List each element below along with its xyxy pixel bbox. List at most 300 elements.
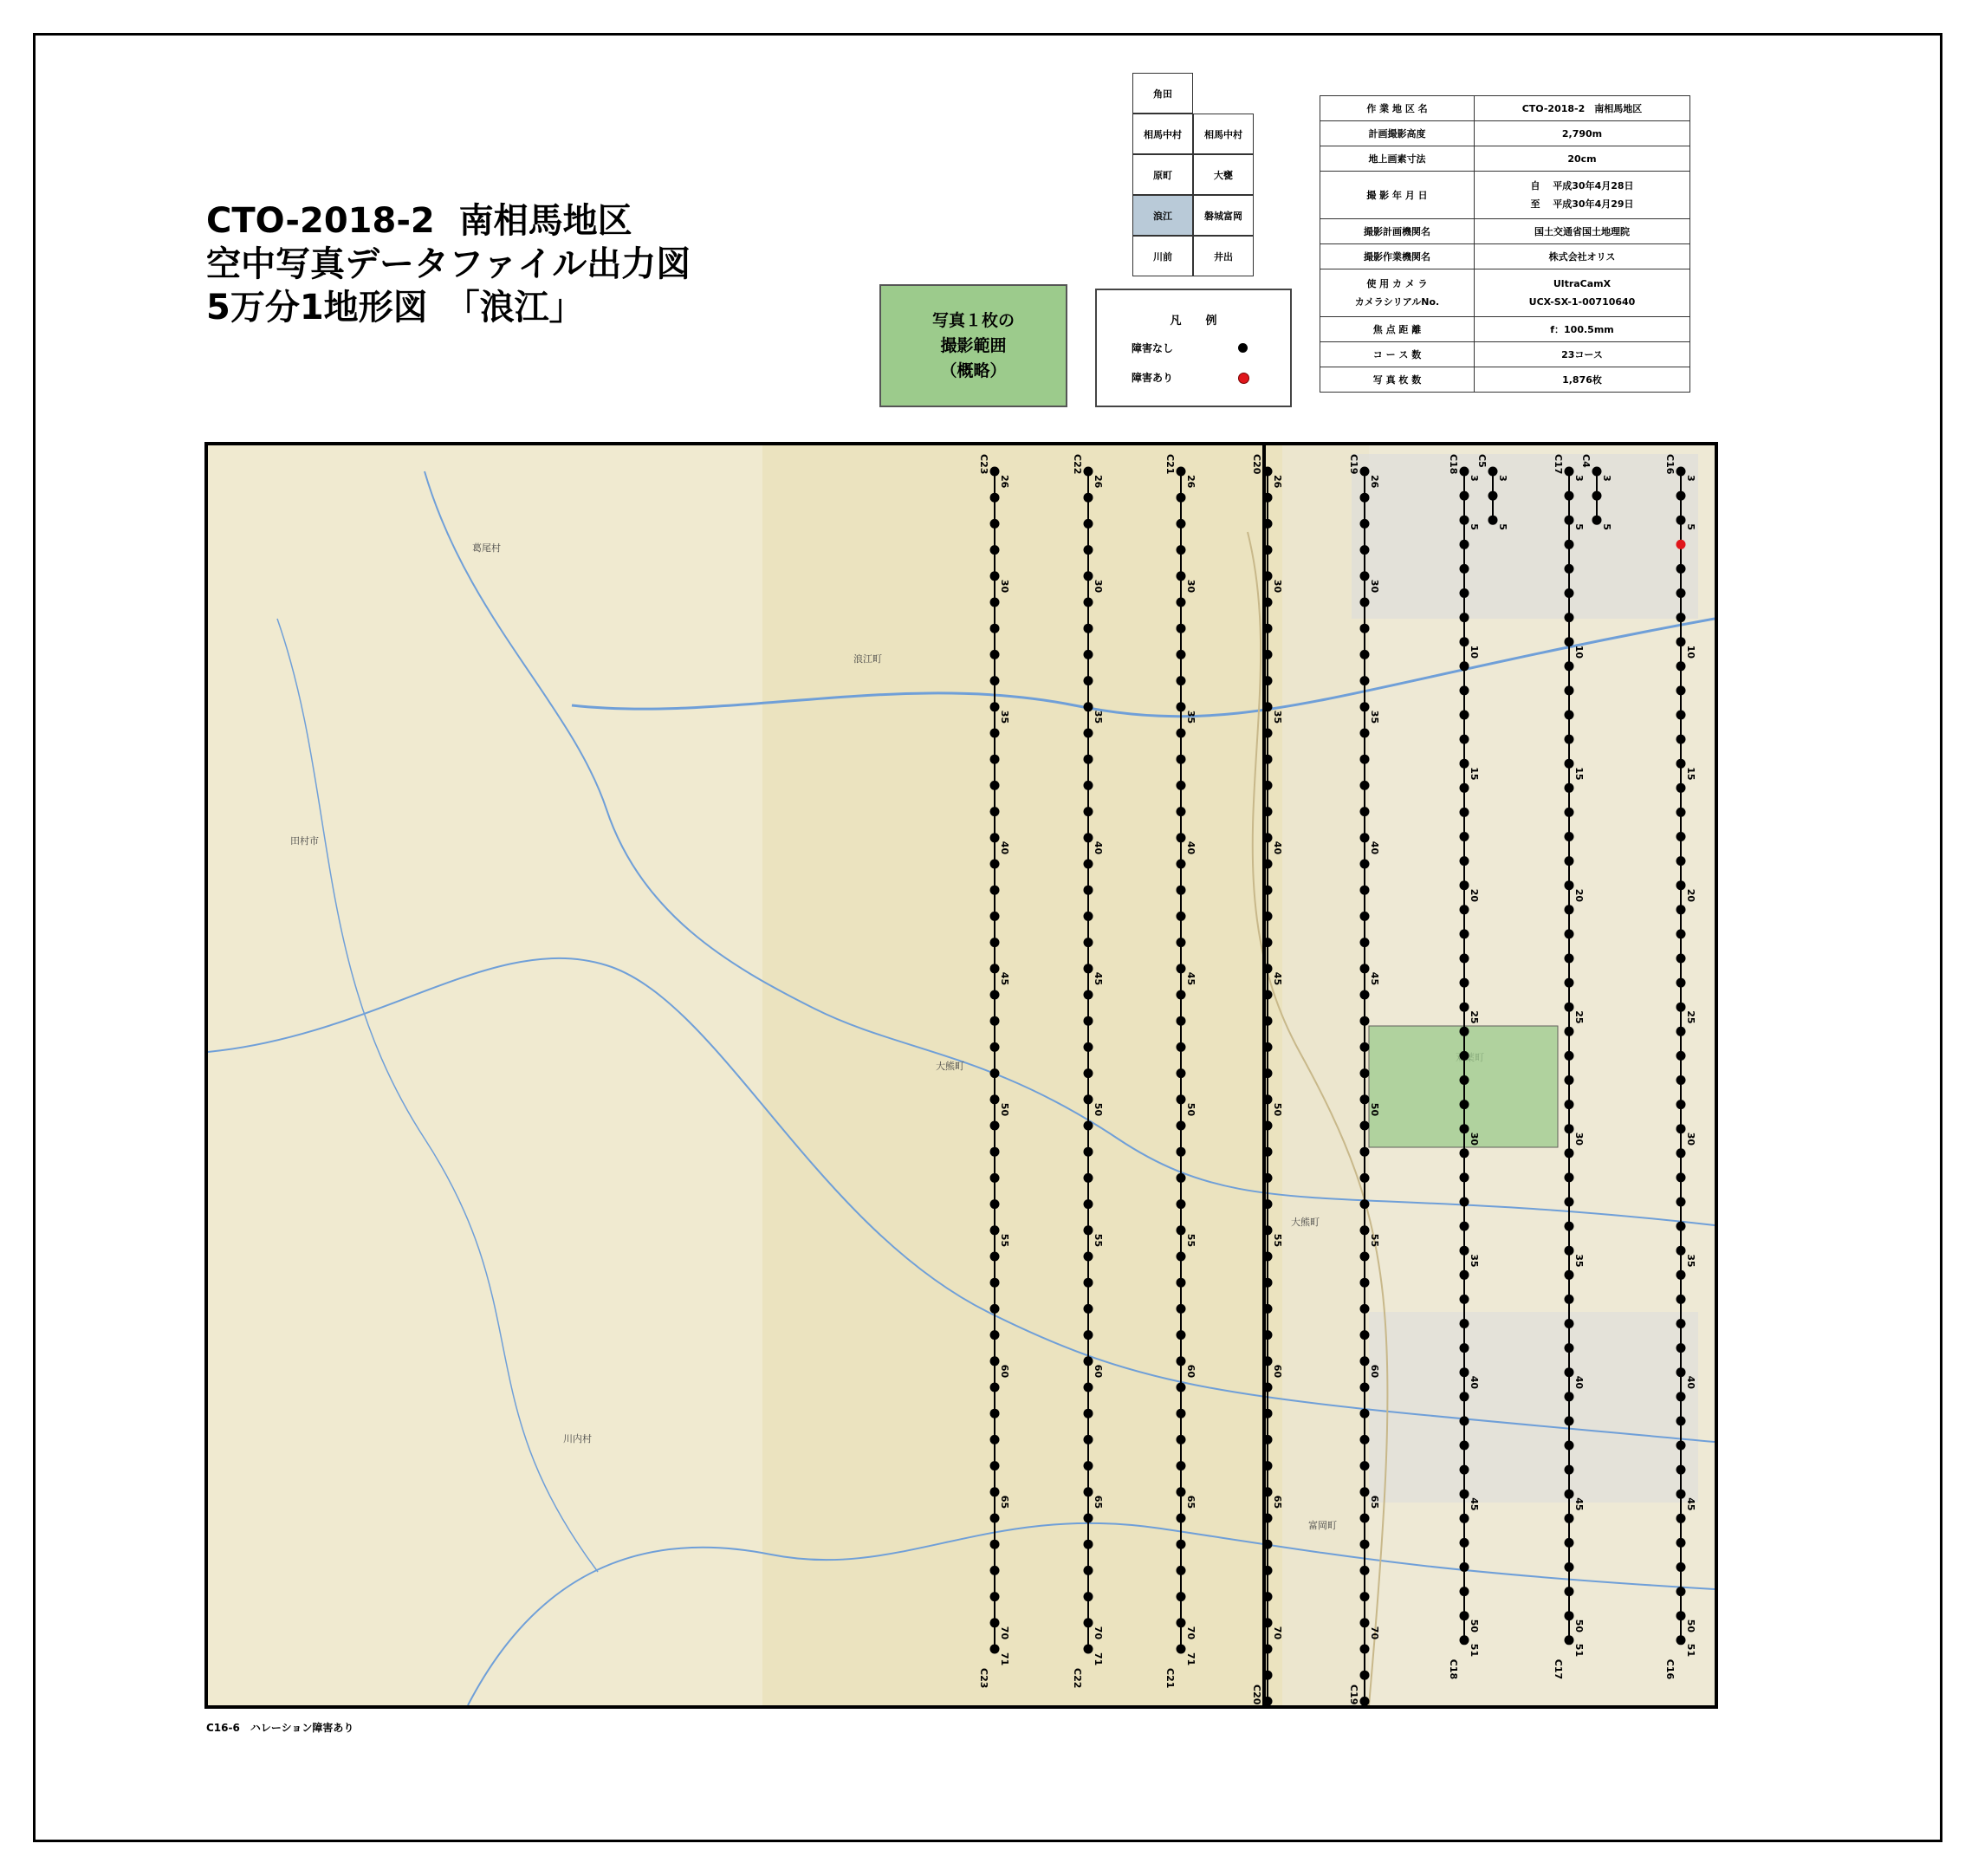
photo-point[interactable]	[1084, 493, 1093, 503]
photo-point[interactable]	[1565, 1027, 1574, 1036]
photo-point[interactable]	[1263, 755, 1273, 764]
photo-point[interactable]	[990, 990, 1000, 1000]
photo-point[interactable]	[1177, 1487, 1186, 1496]
photo-point[interactable]	[1084, 1330, 1093, 1340]
photo-point[interactable]	[990, 1304, 1000, 1314]
photo-point[interactable]	[1360, 545, 1370, 555]
photo-point[interactable]	[1177, 1330, 1186, 1340]
photo-point[interactable]	[1084, 1592, 1093, 1601]
photo-point[interactable]	[1263, 1121, 1273, 1131]
photo-point[interactable]	[990, 1330, 1000, 1340]
photo-point[interactable]	[1177, 545, 1186, 555]
photo-point[interactable]	[1263, 1304, 1273, 1314]
photo-point[interactable]	[1460, 1611, 1469, 1620]
photo-point[interactable]	[1177, 1121, 1186, 1131]
photo-point[interactable]	[1084, 1487, 1093, 1496]
photo-point[interactable]	[1084, 912, 1093, 921]
photo-point[interactable]	[1460, 1490, 1469, 1499]
photo-point[interactable]	[1263, 1514, 1273, 1523]
photo-point[interactable]	[1177, 676, 1186, 685]
photo-point[interactable]	[1360, 938, 1370, 947]
photo-point[interactable]	[1676, 661, 1686, 671]
photo-point[interactable]	[1360, 624, 1370, 633]
photo-point[interactable]	[1263, 1409, 1273, 1418]
photo-point[interactable]	[990, 1487, 1000, 1496]
photo-point[interactable]	[1565, 516, 1574, 525]
photo-point[interactable]	[1460, 516, 1469, 525]
photo-point[interactable]	[1084, 676, 1093, 685]
photo-point[interactable]	[1676, 978, 1686, 988]
photo-point[interactable]	[990, 1592, 1000, 1601]
photo-point[interactable]	[1263, 1225, 1273, 1235]
photo-point[interactable]	[1676, 588, 1686, 598]
photo-point[interactable]	[1084, 1042, 1093, 1052]
photo-point[interactable]	[1360, 833, 1370, 842]
photo-point[interactable]	[1360, 676, 1370, 685]
photo-point[interactable]	[1565, 808, 1574, 817]
photo-point[interactable]	[1460, 978, 1469, 988]
photo-point[interactable]	[1488, 516, 1498, 525]
photo-point[interactable]	[1263, 1356, 1273, 1366]
photo-point[interactable]	[1460, 1003, 1469, 1012]
photo-point[interactable]	[1460, 1075, 1469, 1085]
photo-point[interactable]	[1084, 598, 1093, 607]
photo-point[interactable]	[1084, 650, 1093, 659]
photo-point[interactable]	[990, 886, 1000, 895]
photo-point[interactable]	[1084, 1121, 1093, 1131]
photo-point[interactable]	[1263, 1173, 1273, 1183]
photo-point[interactable]	[1460, 1587, 1469, 1596]
photo-point[interactable]	[990, 781, 1000, 790]
photo-point[interactable]	[1084, 860, 1093, 869]
photo-point[interactable]	[1565, 954, 1574, 964]
photo-point[interactable]	[1263, 650, 1273, 659]
photo-point[interactable]	[990, 1094, 1000, 1104]
photo-point[interactable]	[1177, 938, 1186, 947]
photo-point[interactable]	[1592, 491, 1602, 501]
photo-point[interactable]	[990, 1356, 1000, 1366]
photo-point[interactable]	[1360, 1618, 1370, 1627]
photo-point[interactable]	[1360, 1304, 1370, 1314]
photo-point[interactable]	[990, 571, 1000, 581]
photo-point[interactable]	[990, 1016, 1000, 1026]
photo-point[interactable]	[990, 1514, 1000, 1523]
photo-point[interactable]	[1263, 598, 1273, 607]
photo-point[interactable]	[1460, 1392, 1469, 1401]
photo-point[interactable]	[1676, 637, 1686, 646]
photo-point[interactable]	[1565, 759, 1574, 769]
photo-point[interactable]	[1676, 1611, 1686, 1620]
photo-point[interactable]	[990, 1618, 1000, 1627]
photo-point[interactable]	[1084, 729, 1093, 738]
photo-point[interactable]	[1084, 755, 1093, 764]
photo-point[interactable]	[1676, 954, 1686, 964]
photo-point[interactable]	[1084, 1068, 1093, 1078]
photo-point[interactable]	[1360, 493, 1370, 503]
photo-point[interactable]	[1460, 1100, 1469, 1109]
photo-point[interactable]	[1263, 493, 1273, 503]
photo-point[interactable]	[1360, 990, 1370, 1000]
photo-point[interactable]	[1676, 1003, 1686, 1012]
photo-point[interactable]	[1177, 1068, 1186, 1078]
photo-point[interactable]	[1084, 938, 1093, 947]
photo-point[interactable]	[1676, 1027, 1686, 1036]
photo-point[interactable]	[1676, 905, 1686, 914]
photo-point[interactable]	[990, 1409, 1000, 1418]
photo-point[interactable]	[1565, 1635, 1574, 1645]
photo-point[interactable]	[1084, 1409, 1093, 1418]
photo-point[interactable]	[1565, 1075, 1574, 1085]
photo-point[interactable]	[1460, 1148, 1469, 1158]
photo-point[interactable]	[1360, 1566, 1370, 1575]
photo-point[interactable]	[1360, 1514, 1370, 1523]
photo-point[interactable]	[1360, 1173, 1370, 1183]
photo-point[interactable]	[1263, 1592, 1273, 1601]
photo-point[interactable]	[1488, 467, 1498, 477]
photo-point[interactable]	[1084, 807, 1093, 816]
photo-point[interactable]	[1360, 1252, 1370, 1262]
photo-point[interactable]	[1263, 624, 1273, 633]
photo-point[interactable]	[1084, 1645, 1093, 1654]
photo-point[interactable]	[1565, 905, 1574, 914]
photo-point[interactable]	[1084, 1094, 1093, 1104]
photo-point[interactable]	[1460, 954, 1469, 964]
photo-point[interactable]	[1676, 613, 1686, 622]
photo-point[interactable]	[1084, 886, 1093, 895]
photo-point[interactable]	[1676, 1270, 1686, 1280]
photo-point[interactable]	[990, 1199, 1000, 1209]
photo-point[interactable]	[1565, 1562, 1574, 1572]
photo-point[interactable]	[1263, 1016, 1273, 1026]
photo-point[interactable]	[1360, 467, 1370, 477]
photo-point[interactable]	[1177, 1225, 1186, 1235]
photo-point[interactable]	[1263, 676, 1273, 685]
photo-point[interactable]	[1263, 781, 1273, 790]
photo-point[interactable]	[1263, 1618, 1273, 1627]
photo-point[interactable]	[1460, 1124, 1469, 1133]
photo-point[interactable]	[1263, 860, 1273, 869]
photo-point[interactable]	[1084, 545, 1093, 555]
photo-point[interactable]	[1565, 1100, 1574, 1109]
photo-point[interactable]	[1177, 571, 1186, 581]
photo-point[interactable]	[1460, 1222, 1469, 1231]
photo-point[interactable]	[1360, 1435, 1370, 1444]
photo-point[interactable]	[1360, 1356, 1370, 1366]
photo-point[interactable]	[990, 519, 1000, 529]
photo-point[interactable]	[1263, 1199, 1273, 1209]
photo-point[interactable]	[1460, 1441, 1469, 1451]
photo-point[interactable]	[1177, 1356, 1186, 1366]
photo-point[interactable]	[1676, 1587, 1686, 1596]
photo-point[interactable]	[1565, 1172, 1574, 1182]
photo-point[interactable]	[1084, 702, 1093, 711]
photo-point[interactable]	[1177, 1094, 1186, 1104]
photo-point[interactable]	[1177, 1278, 1186, 1288]
photo-point[interactable]	[1360, 598, 1370, 607]
photo-point[interactable]	[1263, 1645, 1273, 1654]
photo-point[interactable]	[1177, 781, 1186, 790]
photo-point[interactable]	[1263, 571, 1273, 581]
photo-point[interactable]	[1676, 783, 1686, 793]
photo-point[interactable]	[1460, 735, 1469, 744]
photo-point[interactable]	[1565, 1490, 1574, 1499]
photo-point[interactable]	[1676, 1148, 1686, 1158]
photo-point[interactable]	[990, 860, 1000, 869]
photo-point[interactable]	[1177, 598, 1186, 607]
photo-point[interactable]	[990, 912, 1000, 921]
photo-point[interactable]	[1263, 1383, 1273, 1392]
photo-point[interactable]	[1676, 491, 1686, 501]
photo-point[interactable]	[1177, 702, 1186, 711]
photo-point[interactable]	[1263, 833, 1273, 842]
photo-point[interactable]	[1177, 1461, 1186, 1470]
photo-point[interactable]	[1084, 990, 1093, 1000]
photo-point[interactable]	[1084, 964, 1093, 973]
photo-point[interactable]	[1360, 886, 1370, 895]
photo-point[interactable]	[1360, 1330, 1370, 1340]
photo-point[interactable]	[1565, 1587, 1574, 1596]
photo-point[interactable]	[1460, 564, 1469, 574]
photo-point[interactable]	[1360, 1121, 1370, 1131]
photo-point[interactable]	[990, 755, 1000, 764]
photo-point[interactable]	[1565, 1416, 1574, 1425]
photo-point[interactable]	[1360, 860, 1370, 869]
photo-point[interactable]	[1565, 1295, 1574, 1304]
photo-point[interactable]	[1360, 1225, 1370, 1235]
photo-point[interactable]	[1263, 964, 1273, 973]
photo-point[interactable]	[1676, 1441, 1686, 1451]
photo-point[interactable]	[1676, 1392, 1686, 1401]
photo-point[interactable]	[1360, 650, 1370, 659]
photo-point[interactable]	[1360, 1147, 1370, 1157]
photo-point[interactable]	[1177, 1592, 1186, 1601]
photo-point[interactable]	[1177, 624, 1186, 633]
photo-point[interactable]	[1263, 545, 1273, 555]
photo-point[interactable]	[990, 1252, 1000, 1262]
photo-point[interactable]	[990, 1566, 1000, 1575]
photo-point[interactable]	[1177, 493, 1186, 503]
photo-point[interactable]	[1177, 1618, 1186, 1627]
photo-point[interactable]	[1460, 1295, 1469, 1304]
photo-point[interactable]	[1676, 1514, 1686, 1523]
photo-point[interactable]	[1565, 856, 1574, 866]
photo-point[interactable]	[1360, 1278, 1370, 1288]
photo-point[interactable]	[1565, 1319, 1574, 1328]
photo-point[interactable]	[990, 964, 1000, 973]
photo-point[interactable]	[990, 833, 1000, 842]
photo-point[interactable]	[1460, 832, 1469, 841]
photo-point[interactable]	[1676, 1416, 1686, 1425]
photo-point[interactable]	[1565, 783, 1574, 793]
photo-point[interactable]	[1565, 1003, 1574, 1012]
photo-point[interactable]	[1460, 1343, 1469, 1353]
photo-point[interactable]	[1565, 1270, 1574, 1280]
photo-point[interactable]	[1263, 1487, 1273, 1496]
photo-point[interactable]	[1592, 467, 1602, 477]
photo-point[interactable]	[1676, 1198, 1686, 1207]
photo-point[interactable]	[1263, 1278, 1273, 1288]
topographic-map[interactable]	[204, 442, 1718, 1709]
photo-point[interactable]	[1360, 964, 1370, 973]
photo-point[interactable]	[1360, 1383, 1370, 1392]
photo-point[interactable]	[1177, 1173, 1186, 1183]
photo-point[interactable]	[1676, 1222, 1686, 1231]
photo-point[interactable]	[1360, 1409, 1370, 1418]
photo-point[interactable]	[1676, 1490, 1686, 1499]
photo-point[interactable]	[1084, 1304, 1093, 1314]
photo-point[interactable]	[1676, 735, 1686, 744]
photo-point[interactable]	[1565, 1367, 1574, 1377]
photo-point[interactable]	[1263, 938, 1273, 947]
photo-point[interactable]	[990, 1540, 1000, 1549]
photo-point[interactable]	[1177, 467, 1186, 477]
photo-point[interactable]	[1084, 1383, 1093, 1392]
photo-point[interactable]	[1263, 1094, 1273, 1104]
photo-point[interactable]	[1177, 990, 1186, 1000]
photo-point[interactable]	[1460, 637, 1469, 646]
photo-point[interactable]	[1177, 1304, 1186, 1314]
photo-point[interactable]	[1565, 978, 1574, 988]
photo-point[interactable]	[1565, 929, 1574, 938]
photo-point[interactable]	[1263, 912, 1273, 921]
photo-point[interactable]	[1084, 1356, 1093, 1366]
photo-point[interactable]	[1177, 1540, 1186, 1549]
photo-point[interactable]	[1565, 1198, 1574, 1207]
photo-point[interactable]	[1263, 1147, 1273, 1157]
photo-point[interactable]	[1565, 1222, 1574, 1231]
photo-point[interactable]	[1676, 1367, 1686, 1377]
photo-point[interactable]	[1177, 1016, 1186, 1026]
photo-point[interactable]	[1084, 833, 1093, 842]
photo-point[interactable]	[1263, 1330, 1273, 1340]
photo-point[interactable]	[1565, 1465, 1574, 1475]
photo-point[interactable]	[1177, 755, 1186, 764]
photo-point[interactable]	[1177, 1566, 1186, 1575]
photo-point[interactable]	[1177, 519, 1186, 529]
photo-point[interactable]	[1460, 1416, 1469, 1425]
photo-point[interactable]	[1565, 467, 1574, 477]
photo-point[interactable]	[1084, 467, 1093, 477]
photo-point[interactable]	[1360, 1094, 1370, 1104]
photo-point[interactable]	[1592, 516, 1602, 525]
photo-point[interactable]	[1084, 1435, 1093, 1444]
photo-point[interactable]	[1263, 519, 1273, 529]
photo-point[interactable]	[1177, 833, 1186, 842]
photo-point[interactable]	[1460, 1635, 1469, 1645]
photo-point[interactable]	[1084, 1278, 1093, 1288]
photo-point[interactable]	[1460, 1051, 1469, 1061]
photo-point[interactable]	[1360, 1016, 1370, 1026]
photo-point[interactable]	[1460, 808, 1469, 817]
photo-point[interactable]	[1263, 729, 1273, 738]
photo-point[interactable]	[1565, 685, 1574, 695]
photo-point[interactable]	[990, 729, 1000, 738]
photo-point[interactable]	[1565, 491, 1574, 501]
photo-point[interactable]	[1676, 1465, 1686, 1475]
photo-point[interactable]	[1565, 588, 1574, 598]
photo-point[interactable]	[1460, 1465, 1469, 1475]
photo-point[interactable]	[1084, 519, 1093, 529]
photo-point[interactable]	[990, 1068, 1000, 1078]
photo-point[interactable]	[990, 938, 1000, 947]
photo-point[interactable]	[1565, 1392, 1574, 1401]
photo-point[interactable]	[1360, 755, 1370, 764]
photo-point[interactable]	[1460, 1562, 1469, 1572]
photo-point[interactable]	[1676, 1562, 1686, 1572]
photo-point[interactable]	[1460, 1270, 1469, 1280]
photo-point[interactable]	[1676, 1124, 1686, 1133]
photo-point[interactable]	[1263, 1068, 1273, 1078]
photo-point[interactable]	[1460, 929, 1469, 938]
photo-point[interactable]	[1565, 1246, 1574, 1256]
photo-point[interactable]	[1676, 467, 1686, 477]
photo-point[interactable]	[1177, 912, 1186, 921]
photo-point[interactable]	[1084, 1566, 1093, 1575]
photo-point[interactable]	[1360, 1645, 1370, 1654]
photo-point[interactable]	[1565, 735, 1574, 744]
photo-point[interactable]	[1360, 1042, 1370, 1052]
photo-point[interactable]	[990, 1278, 1000, 1288]
photo-point[interactable]	[1177, 1645, 1186, 1654]
photo-point[interactable]	[1676, 1172, 1686, 1182]
photo-point[interactable]	[1676, 1343, 1686, 1353]
photo-point[interactable]	[1565, 1148, 1574, 1158]
photo-point[interactable]	[1565, 1441, 1574, 1451]
photo-point[interactable]	[1460, 783, 1469, 793]
photo-point[interactable]	[1676, 1319, 1686, 1328]
photo-point[interactable]	[1263, 702, 1273, 711]
photo-point[interactable]	[1177, 1252, 1186, 1262]
photo-point[interactable]	[1676, 759, 1686, 769]
photo-point[interactable]	[1676, 1051, 1686, 1061]
photo-point[interactable]	[1565, 832, 1574, 841]
photo-point[interactable]	[1676, 880, 1686, 890]
photo-point[interactable]	[990, 1147, 1000, 1157]
photo-point[interactable]	[1460, 1198, 1469, 1207]
photo-point[interactable]	[1177, 729, 1186, 738]
photo-point[interactable]	[1084, 571, 1093, 581]
photo-point[interactable]	[990, 1042, 1000, 1052]
photo-point[interactable]	[1565, 637, 1574, 646]
photo-point[interactable]	[1177, 860, 1186, 869]
photo-point[interactable]	[1676, 1246, 1686, 1256]
photo-point[interactable]	[1360, 702, 1370, 711]
photo-point[interactable]	[1565, 1538, 1574, 1548]
photo-point[interactable]	[1360, 1671, 1370, 1680]
photo-point[interactable]	[1676, 1075, 1686, 1085]
photo-point[interactable]	[1460, 1514, 1469, 1523]
photo-point[interactable]	[1360, 781, 1370, 790]
photo-point[interactable]	[1676, 808, 1686, 817]
photo-point[interactable]	[1565, 613, 1574, 622]
photo-point[interactable]	[1460, 588, 1469, 598]
photo-point[interactable]	[990, 1121, 1000, 1131]
photo-point[interactable]	[990, 1173, 1000, 1183]
photo-point[interactable]	[1263, 1671, 1273, 1680]
photo-point[interactable]	[1263, 990, 1273, 1000]
photo-point[interactable]	[1084, 1199, 1093, 1209]
photo-point[interactable]	[1565, 711, 1574, 720]
photo-point[interactable]	[1177, 1409, 1186, 1418]
photo-point[interactable]	[1084, 1147, 1093, 1157]
photo-point[interactable]	[1360, 1540, 1370, 1549]
photo-point[interactable]	[1177, 1514, 1186, 1523]
photo-point[interactable]	[1676, 1538, 1686, 1548]
photo-point[interactable]	[990, 807, 1000, 816]
photo-point[interactable]	[1360, 807, 1370, 816]
photo-point[interactable]	[1460, 613, 1469, 622]
photo-point-obstacle[interactable]	[1676, 540, 1686, 549]
